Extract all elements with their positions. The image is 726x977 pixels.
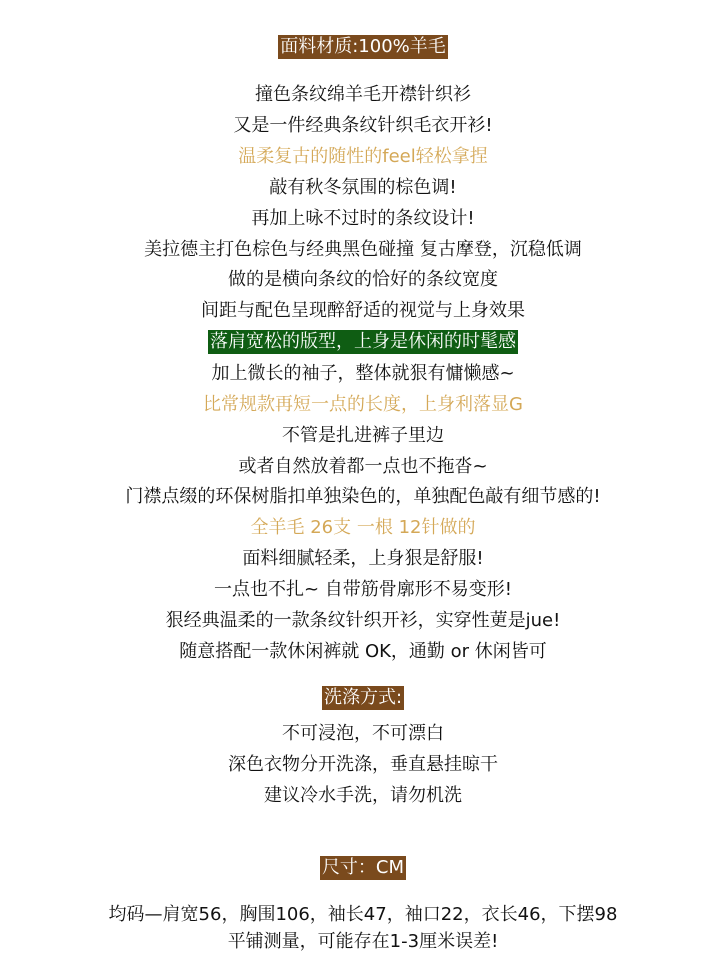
size-line: 均码—肩宽56，胸围106，袖长47，袖口22，衣长46，下摆98	[108, 904, 618, 925]
wash-heading-row	[0, 686, 726, 710]
size-heading-row	[0, 856, 726, 880]
description-line: 一点也不扎~ 自带筋骨廓形不易变形!	[213, 579, 513, 600]
wash-heading: 洗涤方式:	[323, 687, 403, 708]
description-line: 敲有秋冬氛围的棕色调!	[269, 177, 457, 198]
description-line: 随意搭配一款休闲裤就 OK，通勤 or 休闲皆可	[179, 641, 547, 662]
description-line: 门襟点缀的环保树脂扣单独染色的，单独配色敲有细节感的!	[125, 486, 601, 507]
highlight-row	[0, 330, 726, 354]
description-line: 间距与配色呈现醉舒适的视觉与上身效果	[201, 300, 525, 321]
description-line: 又是一件经典条纹针织毛衣开衫!	[233, 115, 493, 136]
wash-line: 不可浸泡，不可漂白	[282, 723, 444, 744]
size-heading: 尺寸：CM	[321, 857, 405, 878]
material-heading-row	[0, 35, 726, 59]
description-line: 狠经典温柔的一款条纹针织开衫，实穿性莄是jue!	[165, 610, 561, 631]
description-line: 做的是横向条纹的恰好的条纹宽度	[228, 269, 498, 290]
description-line: 撞色条纹绵羊毛开襟针织衫	[255, 84, 471, 105]
description-line-highlight: 落肩宽松的版型，上身是休闲的时髦感	[210, 331, 516, 352]
description-line-gold: 全羊毛 26支 一根 12针做的	[250, 517, 476, 538]
material-heading: 面料材质:100%羊毛	[280, 36, 446, 57]
size-line: 平铺测量，可能存在1-3厘米误差!	[227, 931, 499, 952]
wash-line: 建议冷水手洗，请勿机洗	[264, 785, 462, 806]
description-line: 面料细腻轻柔，上身狠是舒服!	[242, 548, 484, 569]
description-line: 或者自然放着都一点也不拖沓~	[238, 456, 488, 477]
description-line: 不管是扎进裤子里边	[282, 425, 444, 446]
description-line-gold: 温柔复古的随性的feel轻松拿捏	[238, 146, 488, 167]
wash-line: 深色衣物分开洗涤，垂直悬挂晾干	[228, 754, 498, 775]
description-line: 美拉德主打色棕色与经典黑色碰撞 复古摩登，沉稳低调	[144, 239, 582, 260]
description-line-gold: 比常规款再短一点的长度，上身利落显G	[203, 394, 523, 415]
description-line: 加上微长的袖子，整体就狠有慵懒感~	[211, 363, 515, 384]
description-line: 再加上咏不过时的条纹设计!	[251, 208, 475, 229]
